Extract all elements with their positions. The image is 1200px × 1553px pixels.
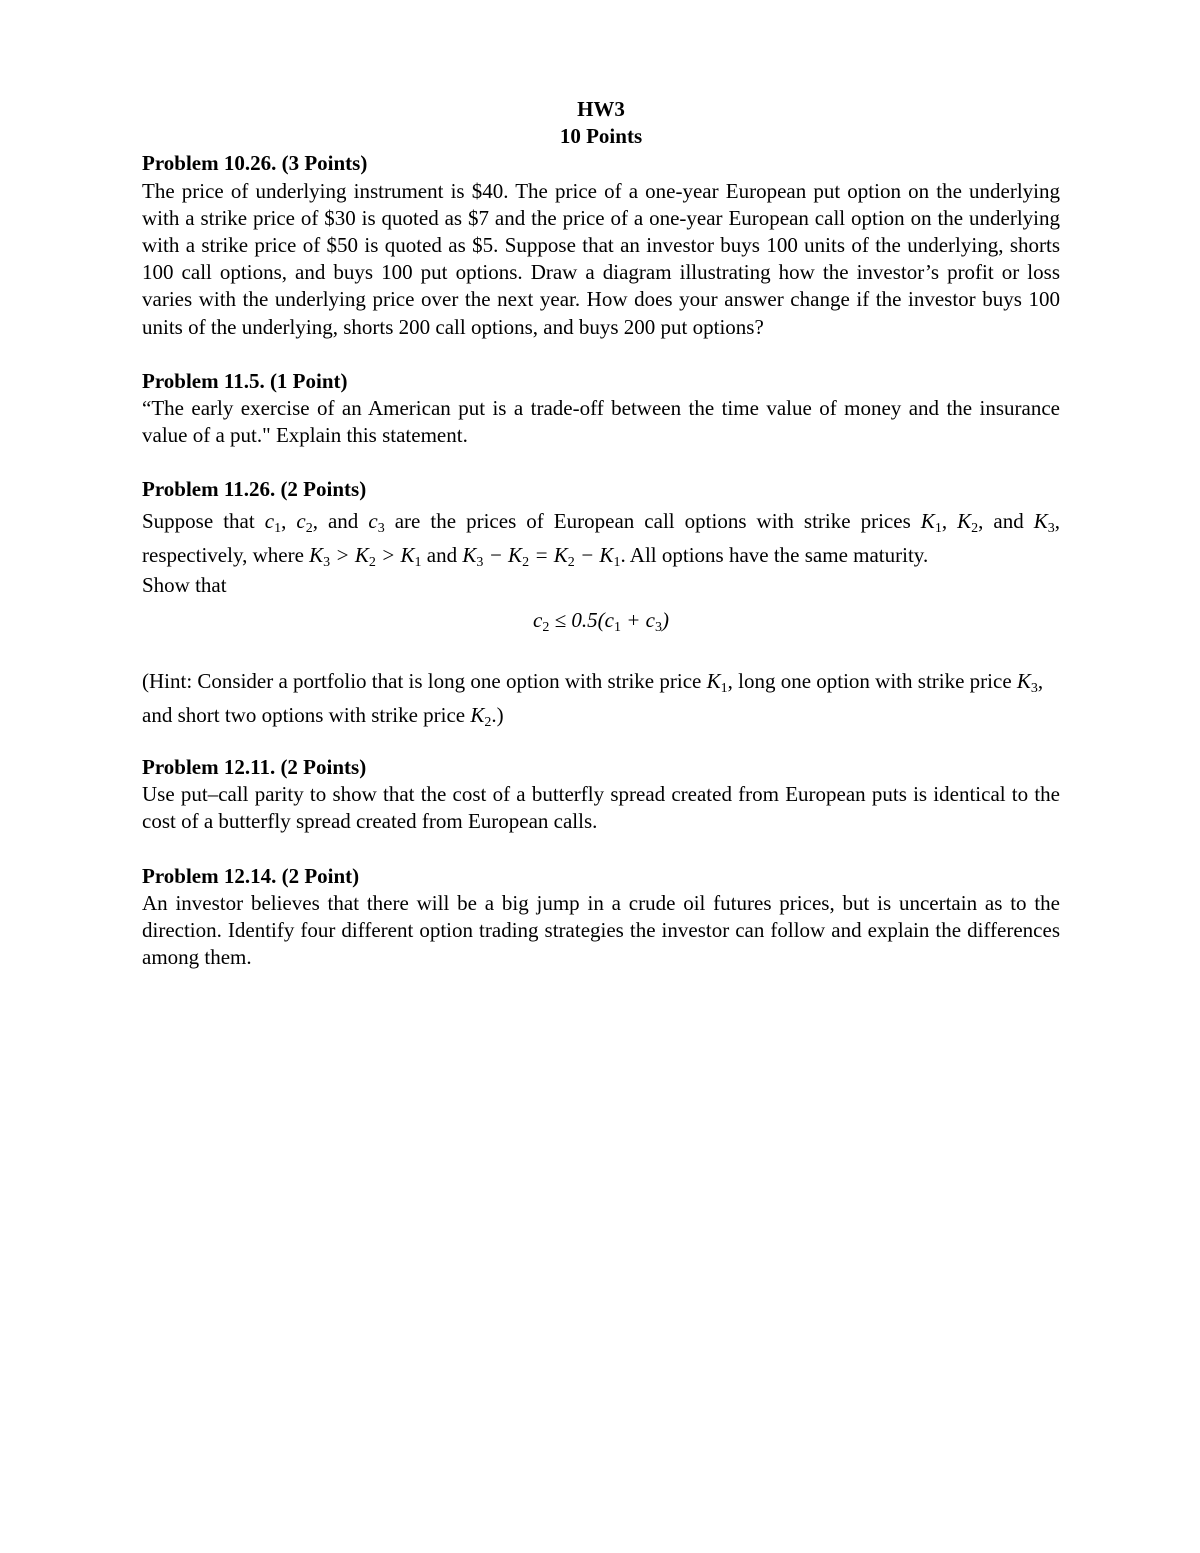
problem-12-11 [142, 754, 1060, 836]
body-text: , respectively, where [142, 508, 1061, 567]
math-k3: $K_3$ [1033, 508, 1055, 536]
math-k2: $K_2$ [470, 703, 492, 731]
math-c1: $c_1$ [264, 508, 282, 536]
math-k3: $K_3$ [1016, 669, 1038, 697]
problem-11-26 [142, 476, 1060, 732]
math-inequality: $K_3 > K_2 > K_1$ [309, 542, 422, 570]
problem-heading: Problem 11.5. (1 Point) [142, 368, 348, 393]
centered-formula: $c_2 \le 0.5(c_1 + c_3)$ [533, 607, 669, 635]
show-that-text: Show that [142, 572, 227, 597]
problem-body: An investor believes that there will be a big jump in a crude oil futures prices, but is uncertain as to the direction. Identify four different option trading strategies the investor can follow and explain the differences among them. [142, 890, 1060, 970]
body-text: . All options have the same maturity. [620, 542, 929, 567]
math-k1: $K_1$ [920, 508, 942, 536]
problem-12-14 [142, 863, 1060, 972]
math-k1: $K_1$ [706, 669, 728, 697]
body-text: are the prices of European call options with strike prices [394, 508, 911, 533]
problem-body: Use put–call parity to show that the cost of a butterfly spread created from European puts is identical to the cost of a butterfly spread created from European calls. [142, 782, 1060, 834]
document-points: 10 Points [559, 124, 643, 149]
math-c3: $c_3$ [368, 508, 385, 536]
document-title: HW3 [577, 97, 625, 121]
math-k2: $K_2$ [957, 508, 979, 536]
homework-page [142, 96, 1060, 998]
problem-body: Suppose that $c_1$, $c_2$, and $c_3$ are the prices of European call options with strike prices $K_1$, $K_2$, and $K_3$, respectively, where $K_3 > K_2 > K_1$ and $K_3 - K_2 = K_2 - K_1$. All options have the same maturity. [142, 508, 1061, 570]
problem-body: The price of underlying instrument is $40. The price of a one-year European put option on the underlying with a strike price of $30 is quoted as $7 and the price of a one-year European call option on the underlying with a strike price of $50 is quoted as $5. Suppose that an investor buys 100 units of the underlying, shorts 100 call options, and buys 100 put options. Draw a diagram illustrating how the investor’s profit or loss varies with the underlying price over the next year. How does your answer change if the investor buys 100 units of the underlying, shorts 200 call options, and buys 200 put options? [142, 178, 1060, 339]
math-equality: $K_3 - K_2 = K_2 - K_1$ [462, 542, 621, 570]
problem-10-26 [142, 150, 1060, 340]
problem-heading: Problem 12.14. (2 Point) [142, 863, 360, 888]
problem-heading: Problem 11.26. (2 Points) [142, 477, 367, 502]
math-c2: $c_2$ [296, 508, 313, 536]
hint-text: (Hint: Consider a portfolio that is long one option with strike price $K_1$, long one option with strike price $K_3$, and short two options with strike price $K_2$.) [142, 669, 1044, 731]
problem-11-5 [142, 368, 1060, 450]
body-text: Suppose that [142, 508, 255, 533]
problem-body: “The early exercise of an American put is a trade-off between the time value of money and the insurance value of a put." Explain this statement. [142, 396, 1060, 448]
problem-heading: Problem 12.11. (2 Points) [142, 755, 367, 780]
problem-heading: Problem 10.26. (3 Points) [142, 151, 368, 176]
